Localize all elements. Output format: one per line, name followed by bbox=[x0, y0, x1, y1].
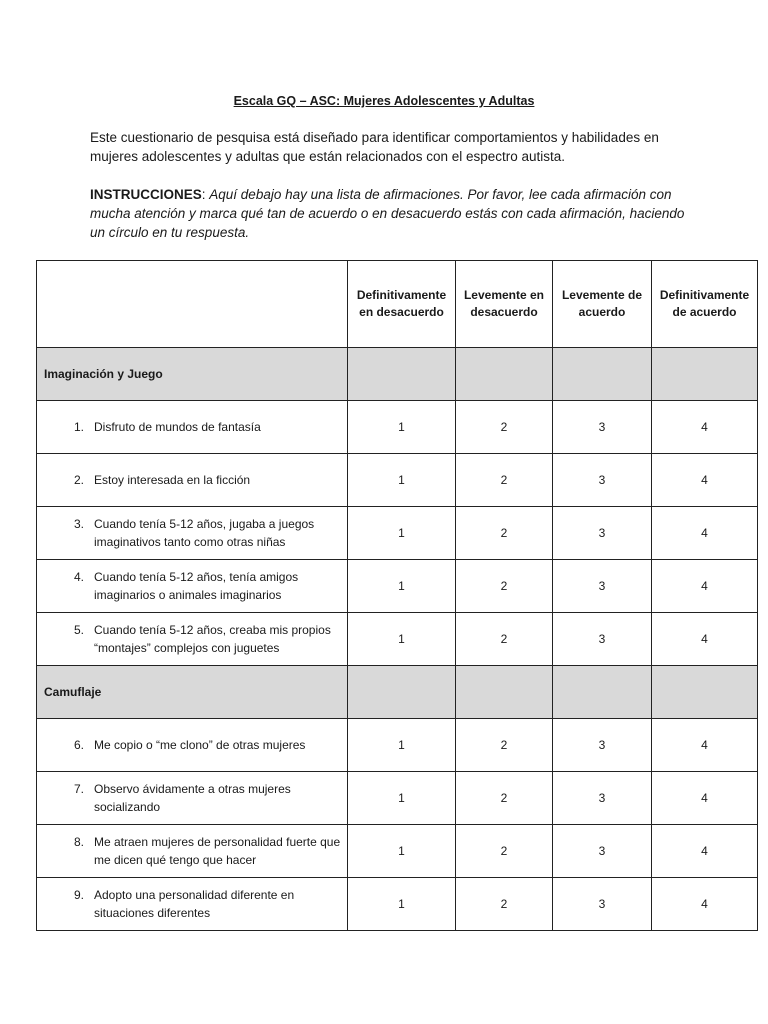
header-strongly-disagree: Definitivamente en desacuerdo bbox=[348, 261, 456, 348]
table-row bbox=[37, 613, 758, 666]
option-strongly-agree[interactable]: 4 bbox=[652, 878, 758, 931]
section-empty-cell bbox=[553, 348, 652, 401]
header-strongly-agree: Definitivamente de acuerdo bbox=[652, 261, 758, 348]
statement bbox=[37, 736, 347, 754]
option-slightly-disagree[interactable]: 2 bbox=[456, 401, 553, 454]
section-empty-cell bbox=[553, 666, 652, 719]
section-empty-cell bbox=[456, 666, 553, 719]
header-slightly-agree: Levemente de acuerdo bbox=[553, 261, 652, 348]
option-slightly-disagree[interactable]: 2 bbox=[456, 454, 553, 507]
section-empty-cell bbox=[652, 348, 758, 401]
option-strongly-agree[interactable]: 4 bbox=[652, 401, 758, 454]
option-slightly-agree[interactable]: 3 bbox=[553, 613, 652, 666]
option-slightly-disagree[interactable]: 2 bbox=[456, 560, 553, 613]
option-slightly-disagree[interactable]: 2 bbox=[456, 613, 553, 666]
option-strongly-agree[interactable]: 4 bbox=[652, 719, 758, 772]
table-row bbox=[37, 772, 758, 825]
statement-number: 9. bbox=[73, 888, 84, 902]
statement-cell bbox=[37, 401, 348, 454]
table-row bbox=[37, 825, 758, 878]
section-empty-cell bbox=[348, 666, 456, 719]
statement-text: Cuando tenía 5-12 años, tenía amigos imaginarios o animales imaginarios bbox=[94, 570, 299, 602]
statement-number: 6. bbox=[73, 738, 84, 752]
statement-number: 1. bbox=[73, 420, 84, 434]
statement-number: 8. bbox=[73, 835, 84, 849]
table-row bbox=[37, 401, 758, 454]
section-empty-cell bbox=[652, 666, 758, 719]
statement-number: 4. bbox=[73, 570, 84, 584]
option-strongly-disagree[interactable]: 1 bbox=[348, 401, 456, 454]
questionnaire-body bbox=[37, 261, 758, 931]
option-slightly-agree[interactable]: 3 bbox=[553, 719, 652, 772]
section-empty-cell bbox=[456, 348, 553, 401]
statement-cell bbox=[37, 613, 348, 666]
statement-cell bbox=[37, 454, 348, 507]
section-title: Imaginación y Juego bbox=[37, 348, 348, 401]
option-strongly-agree[interactable]: 4 bbox=[652, 825, 758, 878]
option-strongly-agree[interactable]: 4 bbox=[652, 613, 758, 666]
section-row bbox=[37, 348, 758, 401]
statement-number: 3. bbox=[73, 517, 84, 531]
option-slightly-agree[interactable]: 3 bbox=[553, 507, 652, 560]
statement-cell bbox=[37, 719, 348, 772]
statement-cell bbox=[37, 560, 348, 613]
table-row bbox=[37, 719, 758, 772]
questionnaire-table bbox=[36, 260, 758, 931]
statement-text: Me atraen mujeres de personalidad fuerte que me dicen qué tengo que hacer bbox=[94, 835, 341, 867]
option-strongly-disagree[interactable]: 1 bbox=[348, 719, 456, 772]
option-slightly-disagree[interactable]: 2 bbox=[456, 878, 553, 931]
instructions-colon: : bbox=[201, 187, 210, 202]
option-slightly-disagree[interactable]: 2 bbox=[456, 772, 553, 825]
statement-number: 5. bbox=[73, 623, 84, 637]
statement bbox=[37, 418, 347, 436]
statement bbox=[37, 886, 347, 922]
option-slightly-agree[interactable]: 3 bbox=[553, 772, 652, 825]
option-slightly-agree[interactable]: 3 bbox=[553, 560, 652, 613]
statement-cell bbox=[37, 878, 348, 931]
option-strongly-disagree[interactable]: 1 bbox=[348, 613, 456, 666]
statement-number: 2. bbox=[73, 473, 84, 487]
statement-cell bbox=[37, 825, 348, 878]
statement-text: Observo ávidamente a otras mujeres socializando bbox=[94, 782, 291, 814]
option-slightly-agree[interactable]: 3 bbox=[553, 401, 652, 454]
option-slightly-agree[interactable]: 3 bbox=[553, 825, 652, 878]
option-slightly-disagree[interactable]: 2 bbox=[456, 719, 553, 772]
option-slightly-disagree[interactable]: 2 bbox=[456, 507, 553, 560]
statement bbox=[37, 833, 347, 869]
statement bbox=[37, 471, 347, 489]
option-strongly-disagree[interactable]: 1 bbox=[348, 772, 456, 825]
instructions-text: Aquí debajo hay una lista de afirmaciones. Por favor, lee cada afirmación con mucha atención y marca qué tan de acuerdo o en desacuerdo estás con cada afirmación, haciendo un círculo en tu respuesta. bbox=[90, 187, 685, 240]
option-strongly-disagree[interactable]: 1 bbox=[348, 507, 456, 560]
section-row bbox=[37, 666, 758, 719]
statement-cell bbox=[37, 507, 348, 560]
statement-text: Cuando tenía 5-12 años, creaba mis propios “montajes” complejos con juguetes bbox=[94, 623, 331, 655]
table-row bbox=[37, 454, 758, 507]
header-slightly-disagree: Levemente en desacuerdo bbox=[456, 261, 553, 348]
option-slightly-agree[interactable]: 3 bbox=[553, 454, 652, 507]
statement-text: Me copio o “me clono” de otras mujeres bbox=[94, 738, 306, 752]
option-strongly-agree[interactable]: 4 bbox=[652, 772, 758, 825]
instructions-label: INSTRUCCIONES bbox=[90, 187, 202, 202]
option-strongly-agree[interactable]: 4 bbox=[652, 454, 758, 507]
section-title: Camuflaje bbox=[37, 666, 348, 719]
table-row bbox=[37, 878, 758, 931]
statement-number: 7. bbox=[73, 782, 84, 796]
statement-text: Estoy interesada en la ficción bbox=[94, 473, 251, 487]
statement-text: Adopto una personalidad diferente en situaciones diferentes bbox=[94, 888, 295, 920]
option-strongly-disagree[interactable]: 1 bbox=[348, 825, 456, 878]
option-slightly-disagree[interactable]: 2 bbox=[456, 825, 553, 878]
section-empty-cell bbox=[348, 348, 456, 401]
option-strongly-disagree[interactable]: 1 bbox=[348, 560, 456, 613]
header-empty bbox=[37, 261, 348, 348]
table-row bbox=[37, 507, 758, 560]
statement bbox=[37, 515, 347, 551]
intro-paragraph: Este cuestionario de pesquisa está diseñado para identificar comportamientos y habilidades en mujeres adolescentes y adultas que están relacionados con el espectro autista. bbox=[90, 130, 659, 164]
statement-text: Disfruto de mundos de fantasía bbox=[94, 420, 261, 434]
statement-text: Cuando tenía 5-12 años, jugaba a juegos imaginativos tanto como otras niñas bbox=[94, 517, 315, 549]
document-title: Escala GQ – ASC: Mujeres Adolescentes y Adultas bbox=[233, 94, 535, 108]
option-strongly-disagree[interactable]: 1 bbox=[348, 454, 456, 507]
statement bbox=[37, 621, 347, 657]
statement bbox=[37, 780, 347, 816]
instructions-paragraph bbox=[90, 185, 690, 242]
statement-cell bbox=[37, 772, 348, 825]
table-row bbox=[37, 560, 758, 613]
statement bbox=[37, 568, 347, 604]
option-strongly-agree[interactable]: 4 bbox=[652, 507, 758, 560]
option-slightly-agree[interactable]: 3 bbox=[553, 878, 652, 931]
option-strongly-agree[interactable]: 4 bbox=[652, 560, 758, 613]
header-row bbox=[37, 261, 758, 348]
option-strongly-disagree[interactable]: 1 bbox=[348, 878, 456, 931]
